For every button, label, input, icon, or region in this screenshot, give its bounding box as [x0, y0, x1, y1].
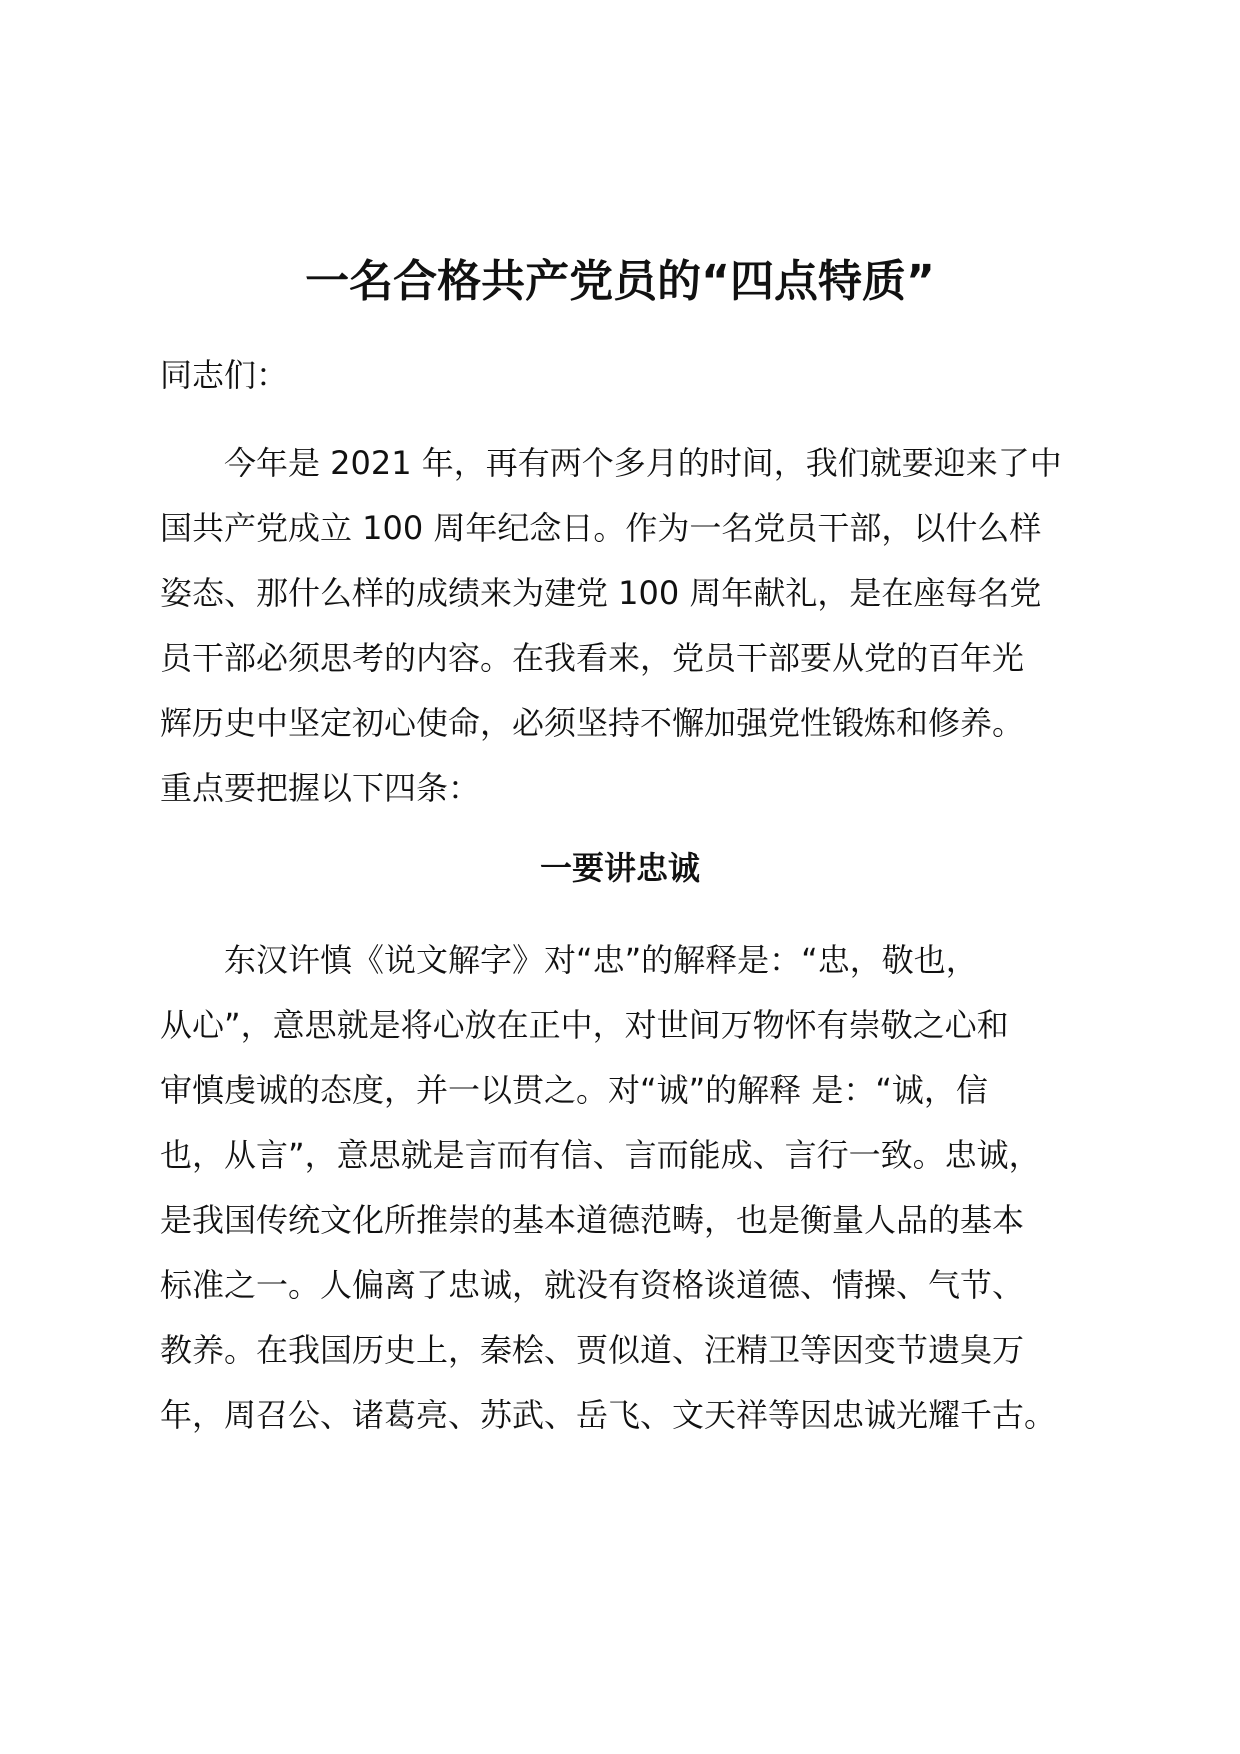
text-line: 标准之一。人偏离了忠诚，就没有资格谈道德、情操、气节、 — [160, 1266, 1025, 1304]
text-line: 从心”，意思就是将心放在正中，对世间万物怀有崇敬之心和 — [160, 1006, 1009, 1044]
text-line: 辉历史中坚定初心使命，必须坚持不懈加强党性锻炼和修养。 — [160, 704, 1025, 742]
section-paragraph — [160, 928, 1080, 1448]
text-line: 也，从言”，意思就是言而有信、言而能成、言行一致。忠诚， — [160, 1136, 1041, 1174]
text-line: 教养。在我国历史上，秦桧、贾似道、汪精卫等因变节遗臭万 — [160, 1331, 1025, 1369]
text-line: 年，周召公、诸葛亮、苏武、岳飞、文天祥等因忠诚光耀千古。 — [160, 1396, 1057, 1434]
text-line: 员干部必须思考的内容。在我看来，党员干部要从党的百年光 — [160, 639, 1025, 677]
text-line: 审慎虔诚的态度，并一以贯之。对“诚”的解释 是：“诚，信 — [160, 1071, 988, 1109]
text-line: 重点要把握以下四条： — [160, 769, 481, 807]
text-line: 东汉许慎《说文解字》对“忠”的解释是：“忠，敬也， — [160, 941, 978, 979]
text-line: 今年是 2021 年，再有两个多月的时间，我们就要迎来了中 — [160, 444, 1062, 482]
section-heading: 一要讲忠诚 — [539, 849, 700, 887]
document-title: 一名合格共产党员的“四点特质” — [305, 256, 935, 307]
intro-paragraph — [160, 431, 1080, 821]
text-line: 是我国传统文化所推崇的基本道德范畴，也是衡量人品的基本 — [160, 1201, 1025, 1239]
salutation: 同志们： — [160, 356, 289, 394]
text-line: 姿态、那什么样的成绩来为建党 100 周年献礼，是在座每名党 — [160, 574, 1042, 612]
text-line: 国共产党成立 100 周年纪念日。作为一名党员干部，以什么样 — [160, 509, 1042, 547]
